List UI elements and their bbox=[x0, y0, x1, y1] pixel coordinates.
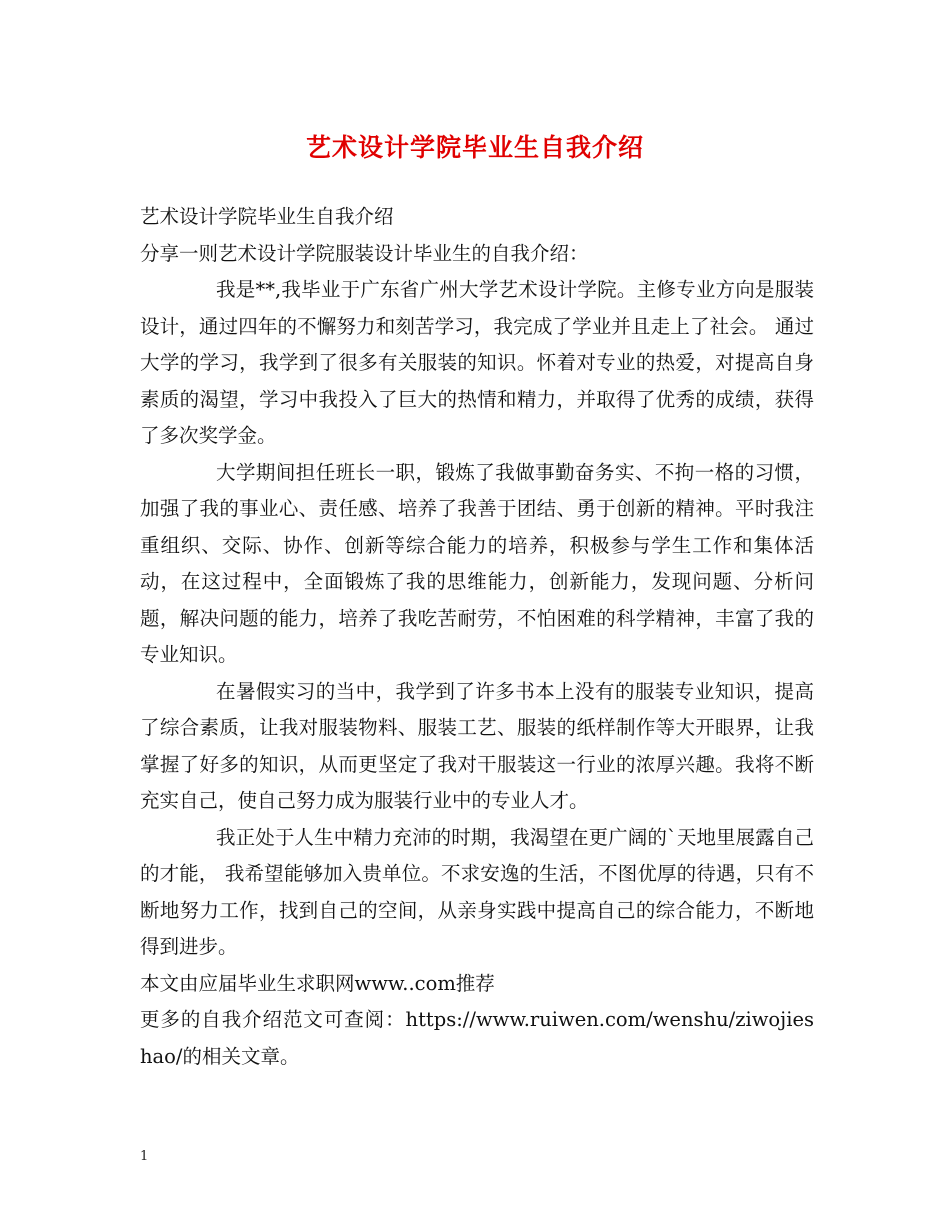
document-subtitle: 艺术设计学院毕业生自我介绍 bbox=[140, 205, 394, 228]
more-reading-note: 更多的自我介绍范文可查阅：https://www.ruiwen.com/wenshu/ziwojieshao/的相关文章。 bbox=[140, 1008, 814, 1068]
document-intro: 分享一则艺术设计学院服装设计毕业生的自我介绍： bbox=[140, 241, 589, 265]
paragraph-2: 大学期间担任班长一职，锻炼了我做事勤奋务实、不拘一格的习惯，加强了我的事业心、责任感、培养了我善于团结、勇于创新的精神。平时我注重组织、交际、协作、创新等综合能力的培养，积极参与学生工作和集体活动，在这过程中，全面锻炼了我的思维能力，创新能力，发现问题、分析问题，解决问题的能力，培养了我吃苦耐劳，不怕困难的科学精神，丰富了我的专业知识。 bbox=[140, 460, 814, 666]
document-body bbox=[140, 199, 814, 1075]
source-note: 本文由应届毕业生求职网www..com推荐 bbox=[140, 971, 495, 995]
page-number: 1 bbox=[140, 1149, 149, 1164]
paragraph-1: 我是**,我毕业于广东省广州大学艺术设计学院。主修专业方向是服装设计，通过四年的不懈努力和刻苦学习，我完成了学业并且走上了社会。 通过大学的学习，我学到了很多有关服装的知识。怀着对专业的热爱，对提高自身素质的渴望，学习中我投入了巨大的热情和精力，并取得了优秀的成绩，获得了多次奖学金。 bbox=[140, 278, 814, 447]
paragraph-3: 在暑假实习的当中，我学到了许多书本上没有的服装专业知识，提高了综合素质，让我对服装物料、服装工艺、服装的纸样制作等大开眼界，让我掌握了好多的知识，从而更坚定了我对干服装这一行业的浓厚兴趣。我将不断充实自己，使自己努力成为服装行业中的专业人才。 bbox=[140, 679, 814, 812]
document-title: 艺术设计学院毕业生自我介绍 bbox=[305, 133, 644, 162]
paragraph-4: 我正处于人生中精力充沛的时期，我渴望在更广阔的`天地里展露自己的才能， 我希望能够加入贵单位。不求安逸的生活，不图优厚的待遇，只有不断地努力工作，找到自己的空间，从亲身实践中提高自己的综合能力，不断地得到进步。 bbox=[140, 825, 814, 958]
